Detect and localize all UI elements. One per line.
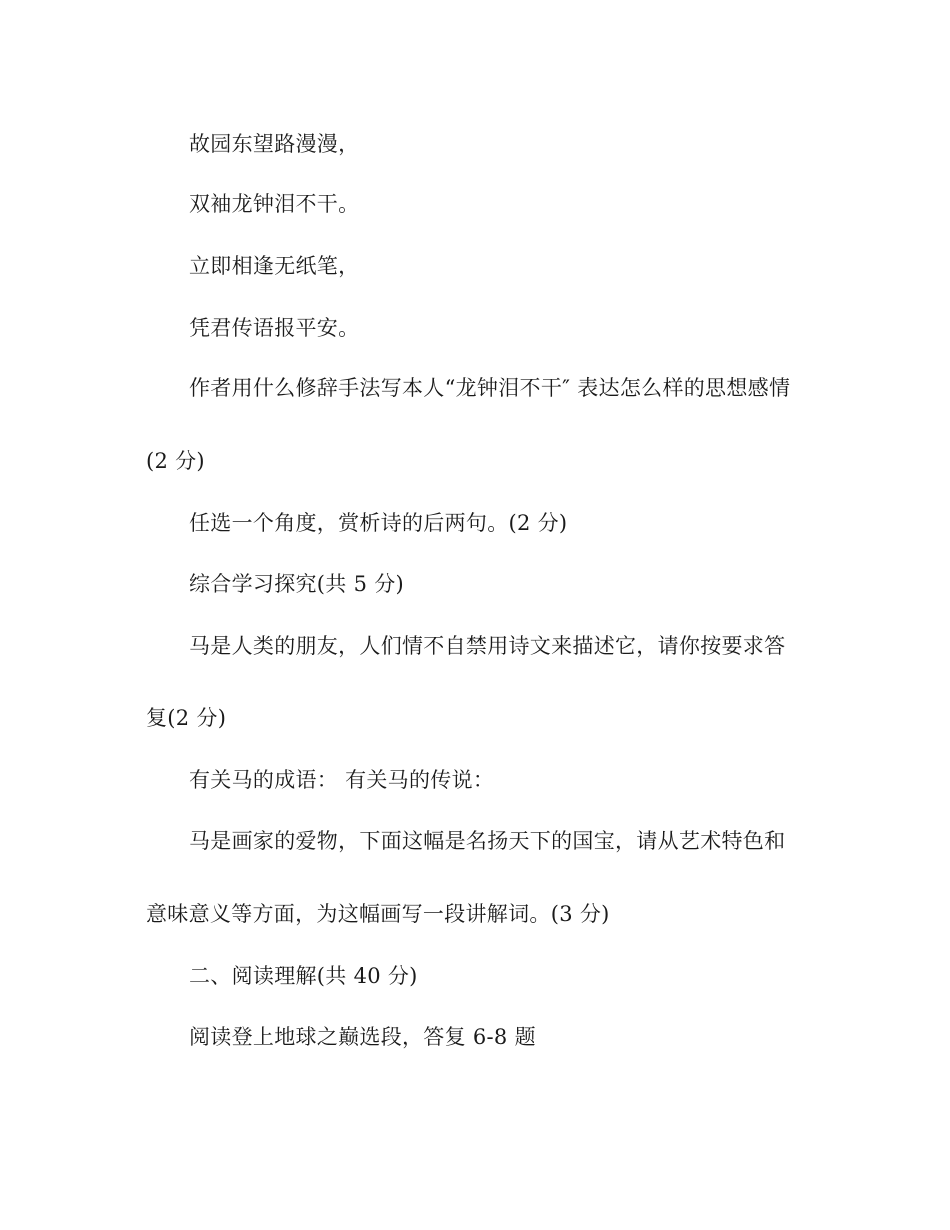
poem-line-2: 双袖龙钟泪不干。: [189, 192, 360, 216]
question-3-line-2: 复(2 分): [146, 706, 227, 730]
question-4-line-2: 意味意义等方面，为这幅画写一段讲解词。(3 分): [146, 902, 610, 926]
question-3-prompt: 有关马的成语： 有关马的传说：: [189, 768, 495, 792]
reading-instruction: 阅读登上地球之巅选段，答复 6-8 题: [189, 1025, 536, 1049]
question-1-line-1: 作者用什么修辞手法写本人“龙钟泪不干″ 表达怎么样的思想感情: [189, 376, 791, 400]
question-4-line-1: 马是画家的爱物，下面这幅是名扬天下的国宝，请从艺术特色和: [189, 829, 786, 853]
section-heading-reading: 二、阅读理解(共 40 分): [189, 964, 418, 988]
section-heading-comprehensive: 综合学习探究(共 5 分): [189, 572, 404, 596]
question-1-line-2: (2 分): [146, 449, 205, 473]
poem-line-1: 故园东望路漫漫，: [189, 132, 360, 156]
poem-line-3: 立即相逢无纸笔，: [189, 254, 360, 278]
poem-line-4: 凭君传语报平安。: [189, 316, 360, 340]
question-2: 任选一个角度，赏析诗的后两句。(2 分): [189, 511, 568, 535]
question-3-line-1: 马是人类的朋友，人们情不自禁用诗文来描述它，请你按要求答: [189, 634, 786, 658]
